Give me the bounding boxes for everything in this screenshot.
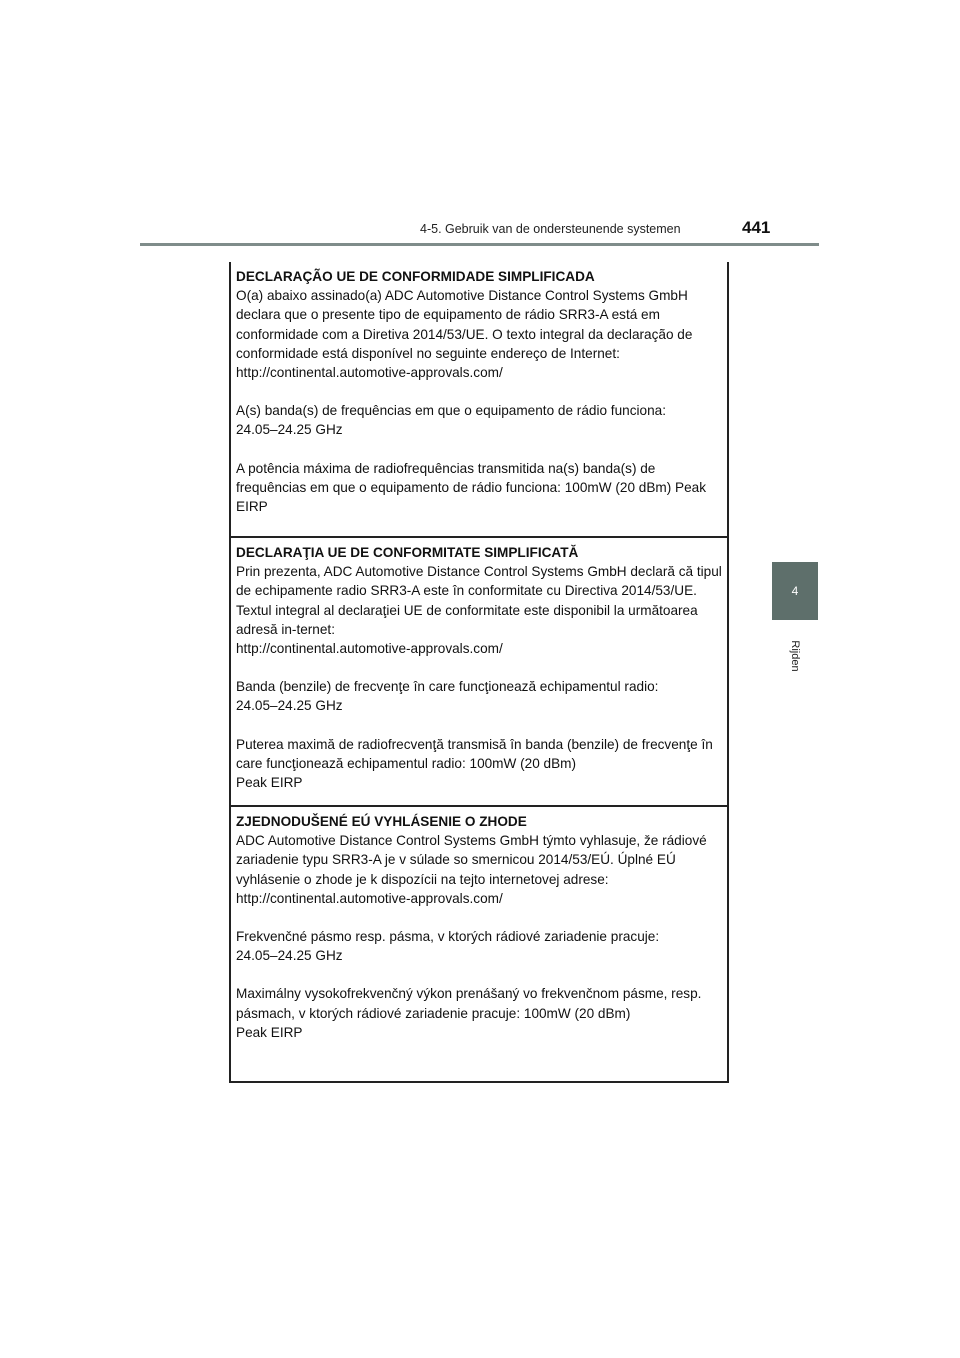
frequency-band: Frekvenčné pásmo resp. pásma, v ktorých rádiové zariadenie pracuje: 24.05–24.25 GHz <box>236 929 660 964</box>
declaration-slovak <box>231 805 727 1081</box>
chapter-number: 4 <box>791 584 799 598</box>
declaration-title: ZJEDNODUŠENÉ EÚ VYHLÁSENIE O ZHODE <box>236 814 527 829</box>
chapter-label: Rijden <box>789 640 801 672</box>
chapter-tab[interactable] <box>772 562 818 620</box>
max-power: Maximálny vysokofrekvenčný výkon prenášaný vo frekvenčnom pásme, resp. pásmach, v ktorých rádiové zariadenie pracuje: 100mW (20 dBm) Peak EIRP <box>236 986 702 1040</box>
frequency-band: A(s) banda(s) de frequências em que o equipamento de rádio funciona: 24.05–24.25 GHz <box>236 403 666 438</box>
header-rule <box>140 243 819 246</box>
declaration-title: DECLARAÇÃO UE DE CONFORMIDADE SIMPLIFICADA <box>236 269 595 284</box>
max-power: Puterea maximă de radiofrecvenţă transmisă în banda (benzile) de frecvenţe în care funcţionează echipamentul radio: 100mW (20 dBm) Peak EIRP <box>236 736 713 791</box>
declaration-title: DECLARAŢIA UE DE CONFORMITATE SIMPLIFICATĂ <box>236 545 579 560</box>
declaration-statement: O(a) abaixo assinado(a) ADC Automotive Distance Control Systems GmbH declara que o presente tipo de equipamento de rádio SRR3-A está em conformidade com a Diretiva 2014/53/UE. O texto integral da declaração de conformidade está disponível no seguinte endereço de Internet: http://continental.automotive-approvals.com/ <box>236 288 693 381</box>
page-number: 441 <box>742 218 771 237</box>
frequency-band: Banda (benzile) de frecvenţe în care funcţionează echipamentul radio: 24.05–24.25 GHz <box>236 679 659 714</box>
section-title: 4-5. Gebruik van de ondersteunende systemen <box>420 222 681 236</box>
max-power: A potência máxima de radiofrequências transmitida na(s) banda(s) de frequências em que o equipamento de rádio funciona: 100mW (20 dBm) Peak EIRP <box>236 460 707 515</box>
declaration-box <box>229 262 729 1083</box>
declaration-statement: Prin prezenta, ADC Automotive Distance Control Systems GmbH declară că tipul de echipamente radio SRR3-A este în conformitate cu Directiva 2014/53/UE. Textul integral al declaraţiei UE de conformitate este disponibil la următoarea adresă in-ternet: http://continental.automotive-approvals.com/ <box>236 564 722 657</box>
declaration-portuguese <box>231 262 727 538</box>
declaration-statement: ADC Automotive Distance Control Systems GmbH týmto vyhlasuje, že rádiové zariadenie typu SRR3-A je v súlade so smernicou 2014/53/EÚ. Úplné EÚ vyhlásenie o zhode je k dispozícii na tejto internetovej adrese: http://continental.automotive-approvals.com/ <box>236 833 707 906</box>
declaration-romanian <box>231 536 727 807</box>
